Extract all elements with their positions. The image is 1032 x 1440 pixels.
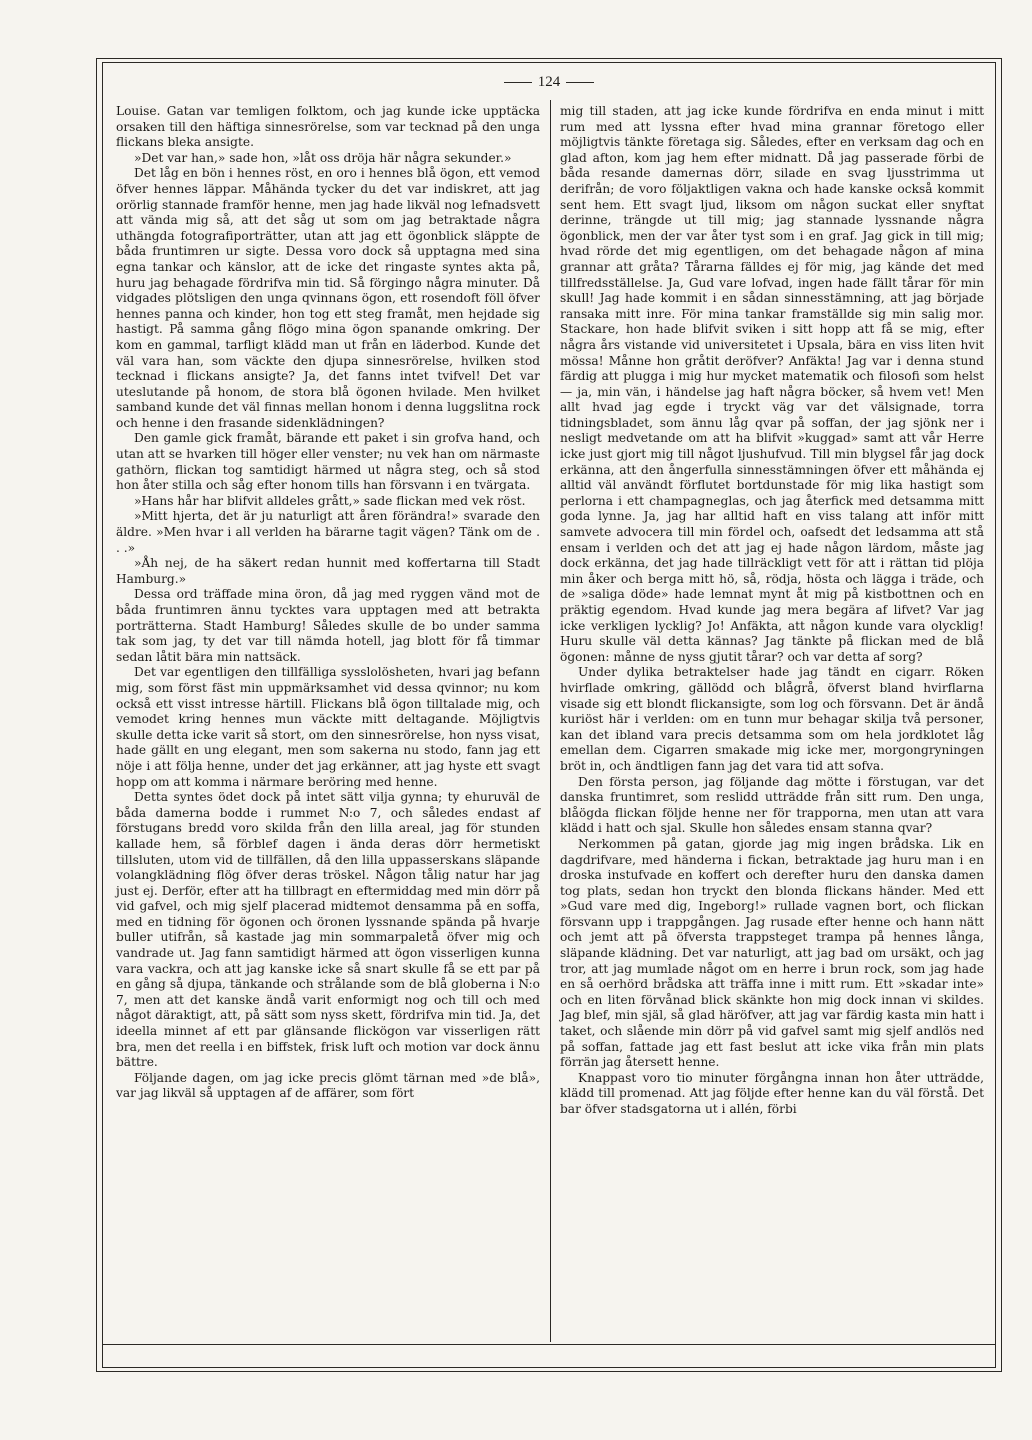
paragraph: Nerkommen på gatan, gjorde jag mig ingen brådska. Lik en dagdrifvare, med händerna i fickan, betraktade jag huru man i en droska instufvade en koffert och derefter huru den danska damen tog plats, sedan hon tryckt den blonda flickans händer. Med ett »Gud vare med dig, Ingeborg!» rullade vagnen bort, och flickan försvann upp i trappgången. Jag rusade efter henne och hann nätt och jemt att på öfversta trappsteget trampa på hennes långa, släpande klädning. Det var naturligt, att jag bad om ursäkt, och jag tror, att jag mumlade något om en herre i brun rock, som jag hade en så oerhörd brådska att träffa inne i mitt rum. Ett »skadar inte» och en liten förvånad blick skänkte hon mig dock innan vi skildes. Jag blef, min själ, så glad häröfver, att jag var färdig kasta min hatt i taket, och slående min dörr på vid gafvel samt mig sjelf andlös ned på soffan, fattade jag ett fast beslut att icke vika från min plats förrän jag återsett henne.: [560, 836, 984, 1070]
header-dash-right: [566, 82, 594, 83]
left-column: [116, 104, 540, 1102]
column-divider: [550, 100, 551, 1342]
paragraph: Följande dagen, om jag icke precis glömt tärnan med »de blå», var jag likväl så upptagen af de affärer, som fört: [116, 1070, 540, 1101]
paragraph: Knappast voro tio minuter förgångna innan hon åter utträdde, klädd till promenad. Att jag följde efter henne kan du väl förstå. Det bar öfver stadsgatorna ut i allén, förbi: [560, 1070, 984, 1116]
header-dash-left: [504, 82, 532, 83]
paragraph: »Åh nej, de ha säkert redan hunnit med koffertarna till Stadt Hamburg.»: [116, 556, 540, 586]
paragraph: »Det var han,» sade hon, »låt oss dröja här några sekunder.»: [134, 150, 512, 165]
paragraph: »Hans hår har blifvit alldeles grått,» sade flickan med vek röst.: [134, 493, 526, 508]
paragraph: Louise. Gatan var temligen folktom, och jag kunde icke upptäcka orsaken till den häftiga sinnesrörelse, som var tecknad på den unga flickans bleka ansigte.: [116, 104, 540, 150]
page-number: 124: [537, 74, 561, 90]
page-header: [102, 74, 996, 96]
paragraph: Den gamle gick framåt, bärande ett paket i sin grofva hand, och utan att se hvarken till höger eller venster; nu vek han om närmaste gathörn, flickan tog samtidigt härmed ut några steg, och så stod hon åter stilla och såg efter honom tills han försvann i en tvärgata.: [116, 431, 540, 493]
right-column: [560, 104, 984, 1118]
paragraph: Under dylika betraktelser hade jag tändt en cigarr. Röken hvirflade omkring, gällödd och blågrå, öfverst bland hvirflarna visade sig ett blondt flickansigte, som log och försvann. Det är ändå kuriöst här i verlden: om en tunn mur behagar skilja två personer, kan det ibland vara precis detsamma som om hela jordklotet låg emellan dem. Cigarren smakade mig icke mer, morgongryningen bröt in, och ändtligen fann jag det vara tid att sofva.: [560, 665, 984, 773]
paragraph: Dessa ord träffade mina öron, då jag med ryggen vänd mot de båda fruntimren ännu tycktes vara upptagen med att betrakta porträtterna. Stadt Hamburg! Således skulle de bo under samma tak som jag, ty det var till nämda hotell, jag blott för få timmar sedan låtit bära min nattsäck.: [116, 587, 540, 664]
bottom-rule: [102, 1344, 996, 1345]
paragraph: Det låg en bön i hennes röst, en oro i hennes blå ögon, ett vemod öfver hennes läppar. Måhända tycker du det var indiskret, att jag orörlig stannade framför henne, men jag hade likväl nog lefnadsvett att vända mig så, att det såg ut som om jag betraktade några uthängda fotografiporträtter, utan att jag ett ögonblick släppte de båda fruntimren ur sigte. Dessa voro dock så upptagna med sina egna tankar och känslor, att de icke det ringaste syntes akta på, huru jag behagade fördrifva min tid. Så förgingo några minuter. Då vidgades plötsligen den unga qvinnans ögon, ett rosendoft föll öfver hennes panna och kinder, hon tog ett steg framåt, men hejdade sig hastigt. På samma gång flögo mina ögon spanande omkring. Der kom en gammal, tarfligt klädd man ut från en läderbod. Kunde det väl vara han, som väckte den djupa sinnesrörelse, hvilken stod tecknad i flickans ansigte? Ja, det fanns intet tvifvel! Det var uteslutande på honom, de stora blå ögonen hvilade. Men hvilket samband kunde det väl finnas mellan honom i denna luggslitna rock och henne i den frasande sidenklädningen?: [116, 166, 540, 430]
paragraph: »Mitt hjerta, det är ju naturligt att åren förändra!» svarade den äldre. »Men hvar i all verlden ha bärarne tagit vägen? Tänk om de . . .»: [116, 509, 540, 555]
paragraph: mig till staden, att jag icke kunde fördrifva en enda minut i mitt rum med att lyssna efter hvad mina grannar företogo eller möjligtvis tänkte företaga sig. Således, efter en verksam dag och en glad afton, kom jag hem efter midnatt. Då jag passerade förbi de båda resande damernas dörr, silade en svag ljusstrimma ut derifrån; de voro följaktligen vakna och hade kanske också kommit sent hem. Ett svagt ljud, liksom om någon suckat eller snyftat derinne, trängde ut till mig; jag stannade lyssnande några ögonblick, men der var åter tyst som i en graf. Jag gick in till mig; hvad rörde det mig egentligen, om det behagade någon af mina grannar att gråta? Tårarna fälldes ej för mig, jag kände det med tillfredsställelse. Ja, Gud vare lofvad, ingen hade fällt tårar för min skull! Jag hade kommit i en sådan sinnesstämning, att jag började ransaka mitt inre. För mina tankar framställde sig min salig mor. Stackare, hon hade blifvit sviken i sitt hopp att få se mig, efter några års vistande vid universitetet i Upsala, bära en viss liten hvit mössa! Månne hon gråtit deröfver? Anfäkta! Jag var i denna stund färdig att plugga i mig hur mycket matematik och filosofi som helst — ja, min vän, i händelse jag haft några böcker, så hvem vet! Men allt hvad jag egde i tryckt väg var det välsignade, torra tidningsbladet, som ännu låg qvar på soffan, der jag sjönk ner i nesligt medvetande om att ha blifvit »kuggad» samt att vår Herre icke just gjort mig till något ljushufvud. Till min blygsel får jag dock erkänna, att den ångerfulla sinnesstämningen öfver ett måhända ej alltid väl användt förflutet bortdunstade för mig lika hastigt som perlorna i ett champagneglas, och jag återfick med detsamma mitt goda lynne. Ja, jag har alltid haft en viss talang att inför mitt samvete advocera till min fördel och, oafsedt det ledsamma att stå ensam i verlden och det att jag ej hade någon lärdom, måste jag dock erkänna, det jag hade tillräckligt vett för att i rättan tid plöja min åker och berga mitt hö, så, rödja, hösta och lägga i träde, och de »saliga döde» hade lemnat mynt åt mig på kistbottnen och en präktig egendom. Hvad kunde jag mera begära af lifvet? Var jag icke verkligen lycklig? Jo! Anfäkta, att någon kunde vara olycklig! Huru skulle väl detta kännas? Jag tänkte på flickan med de blå ögonen: månne de nyss gjutit tårar? och var detta af sorg?: [560, 104, 984, 664]
paragraph: Det var egentligen den tillfälliga sysslolösheten, hvari jag befann mig, som först fäst min uppmärksamhet vid dessa qvinnor; nu kom också ett visst intresse härtill. Flickans blå ögon tilltalade mig, och vemodet kring hennes mun väckte mitt deltagande. Möjligtvis skulle detta icke varit så stort, om den sinnesrörelse, hon nyss visat, hade gällt en ung elegant, men som sakerna nu stodo, fann jag ett nöje i att följa henne, under det jag erkänner, att jag hyste ett svagt hopp om att komma i närmare beröring med henne.: [116, 665, 540, 789]
paragraph: Den första person, jag följande dag mötte i förstugan, var det danska fruntimret, som reslidd utträdde från sitt rum. Den unga, blåögda flickan följde henne ner för trapporna, men utan att vara klädd i hatt och sjal. Skulle hon således ensam stanna qvar?: [560, 774, 984, 836]
paragraph: Detta syntes ödet dock på intet sätt vilja gynna; ty ehuruväl de båda damerna bodde i rummet N:o 7, och således endast af förstugans bredd voro skilda från den lilla areal, jag för stunden kallade hem, så förblef dagen i ända deras dörr hermetiskt tillsluten, utom vid de tillfällen, då den lilla uppasserskans släpande volangklädning flög öfver deras tröskel. Någon tålig natur har jag just ej. Derför, efter att ha tillbragt en eftermiddag med min dörr på vid gafvel, och mig sjelf placerad midtemot densamma på en soffa, med en tidning för ögonen och öronen lyssnande spända på hvarje buller utifrån, så kastade jag min sommarpaletå öfver mig och vandrade ut. Jag fann samtidigt härmed att ögon visserligen kunna vara vackra, och att jag kanske icke så snart skulle få se ett par på en gång så djupa, tänkande och strålande som de blå globerna i N:o 7, men att det kanske ändå varit enformigt nog och till och med något däraktigt, att, på sätt som nyss skett, fördrifva min tid. Ja, det ideella minnet af ett par glänsande flickögon var visserligen rätt bra, men det reella i en biffstek, frisk luft och motion var dock ännu bättre.: [116, 790, 540, 1070]
